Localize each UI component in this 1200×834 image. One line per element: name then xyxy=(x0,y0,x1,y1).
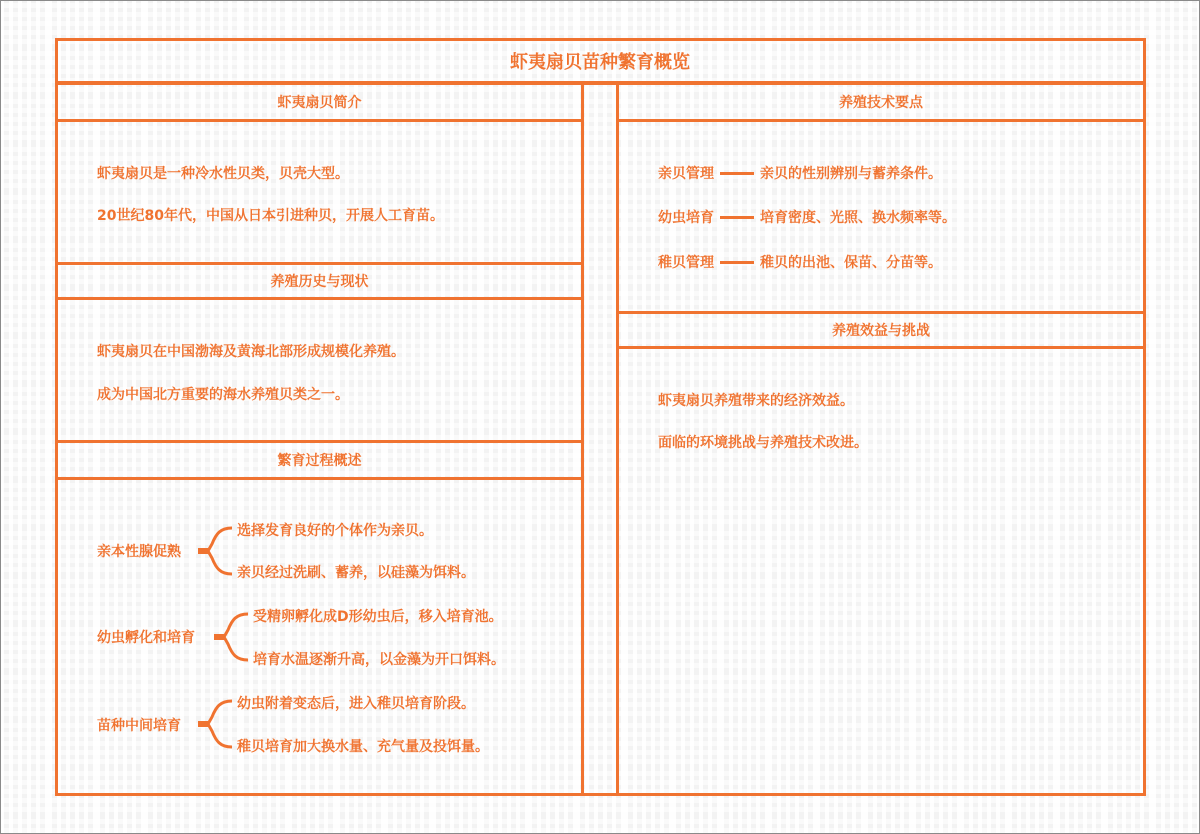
section-heading-intro: 虾夷扇贝简介 xyxy=(277,95,362,111)
divider xyxy=(55,477,583,480)
divider xyxy=(55,119,583,122)
outer-frame xyxy=(55,38,1146,796)
tech-term: 稚贝管理 xyxy=(658,255,714,271)
history-line-2: 成为中国北方重要的海水养殖贝类之一。 xyxy=(97,387,349,403)
history-line-1: 虾夷扇贝在中国渤海及黄海北部形成规模化养殖。 xyxy=(97,344,405,360)
process-group-label: 幼虫孵化和培育 xyxy=(97,630,195,646)
tech-desc: 亲贝的性别辨别与蓄养条件。 xyxy=(760,166,942,182)
page-title: 虾夷扇贝苗种繁育概览 xyxy=(510,51,690,73)
process-item: 亲贝经过洗刷、蓄养，以硅藻为饵料。 xyxy=(237,565,475,581)
tech-term: 亲贝管理 xyxy=(658,166,714,182)
section-heading-process: 繁育过程概述 xyxy=(277,453,362,469)
section-heading-history: 养殖历史与现状 xyxy=(270,274,369,290)
process-item: 受精卵孵化成D形幼虫后，移入培育池。 xyxy=(253,609,503,625)
tech-row xyxy=(658,207,956,227)
divider xyxy=(617,346,1146,349)
brace-icon xyxy=(196,524,236,578)
process-group-label: 苗种中间培育 xyxy=(97,718,181,734)
process-item: 稚贝培育加大换水量、充气量及投饵量。 xyxy=(237,739,489,755)
process-item: 培育水温逐渐升高，以金藻为开口饵料。 xyxy=(253,652,505,668)
dash-connector xyxy=(720,172,754,175)
process-group-label: 亲本性腺促熟 xyxy=(97,544,181,560)
divider xyxy=(55,297,583,300)
divider xyxy=(617,119,1146,122)
right-column-left-border xyxy=(616,83,619,796)
section-heading-benefits: 养殖效益与挑战 xyxy=(832,323,930,339)
benefits-line-2: 面临的环境挑战与养殖技术改进。 xyxy=(658,435,868,451)
process-item: 选择发育良好的个体作为亲贝。 xyxy=(237,523,433,539)
tech-desc: 稚贝的出池、保苗、分苗等。 xyxy=(760,255,942,271)
brace-icon xyxy=(212,610,252,664)
intro-line-2: 20世纪80年代，中国从日本引进种贝，开展人工育苗。 xyxy=(97,208,444,224)
section-heading-tech: 养殖技术要点 xyxy=(839,95,923,111)
dash-connector xyxy=(720,216,754,219)
tech-term: 幼虫培育 xyxy=(658,210,714,226)
tech-desc: 培育密度、光照、换水频率等。 xyxy=(760,210,956,226)
benefits-line-1: 虾夷扇贝养殖带来的经济效益。 xyxy=(658,393,854,409)
tech-row xyxy=(658,163,942,183)
process-item: 幼虫附着变态后，进入稚贝培育阶段。 xyxy=(237,696,475,712)
intro-line-1: 虾夷扇贝是一种冷水性贝类，贝壳大型。 xyxy=(97,166,349,182)
brace-icon xyxy=(196,697,236,751)
dash-connector xyxy=(720,261,754,264)
tech-row xyxy=(658,252,942,272)
